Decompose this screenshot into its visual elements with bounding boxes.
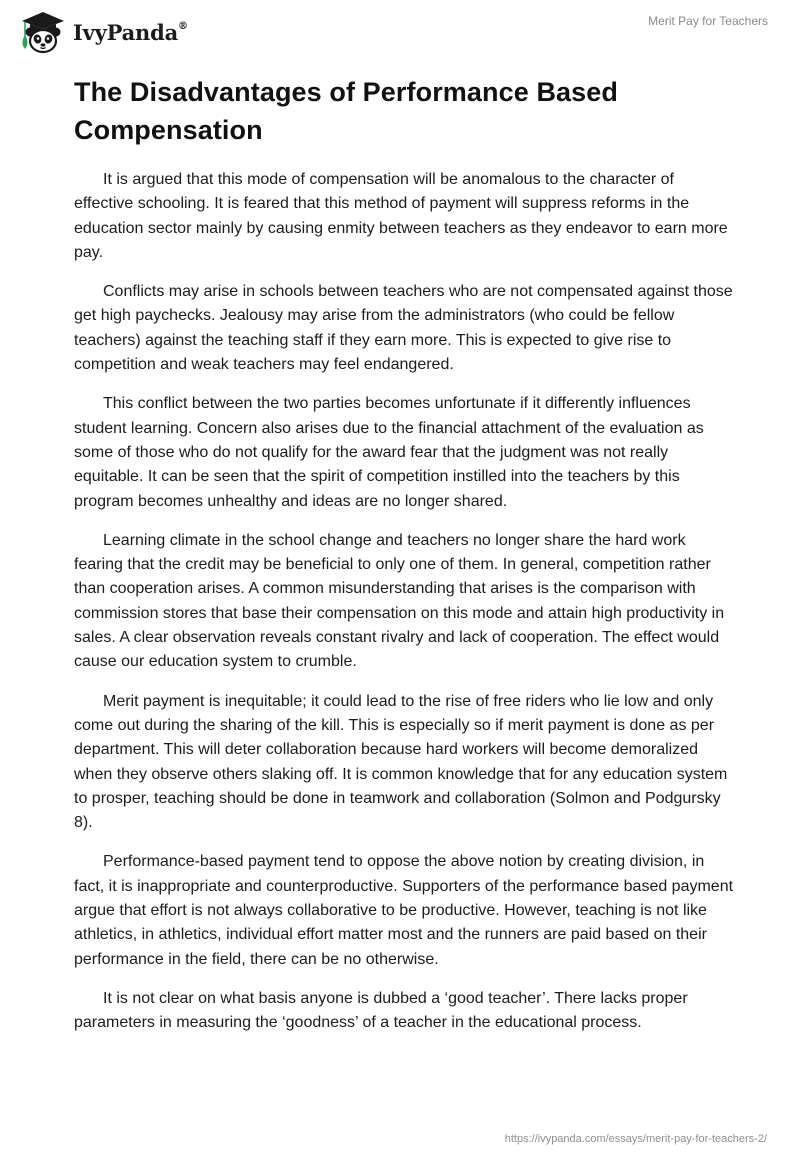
registered-mark: ® [178,20,188,32]
paragraph-1: It is argued that this mode of compensation will be anomalous to the character of effective schooling. It is feared that this method of payment will suppress reforms in the education sector mainly by causing enmity between teachers as they endeavor to earn more pay. [74,171,728,261]
panda-graduation-cap-icon [14,7,70,55]
paragraph-3: This conflict between the two parties becomes unfortunate if it differently influences student learning. Concern also arises due to the financial attachment of the evaluation as some of those who do not qualify for the award fear that the judgment was not really equitable. It can be seen that the spirit of competition instilled into the teachers by this program becomes unhealthy and ideas are no longer shared. [74,395,704,510]
paragraph-2: Conflicts may arise in schools between teachers who are not compensated against those get high paychecks. Jealousy may arise from the administrators (who could be fellow teachers) against the teaching staff if they earn more. This is expected to give rise to competition and weak teachers may feel endangered. [74,283,733,374]
section-heading: The Disadvantages of Performance Based Compensation [74,77,618,145]
source-url-link[interactable]: https://ivypanda.com/essays/merit-pay-for-teachers-2/ [504,1133,767,1145]
paragraph-4: Learning climate in the school change and teachers no longer share the hard work fearing that the credit may be beneficial to only one of them. In general, competition rather than cooperation arises. A common misunderstanding that arises is the comparison with commission stores that base their compensation on this mode and attain high productivity in sales. A clear observation reveals constant rivalry and lack of cooperation. The effect would cause our education system to crumble. [74,531,725,671]
paragraph-6: Performance-based payment tend to oppose the above notion by creating division, in fact, it is inappropriate and counterproductive. Supporters of the performance based payment argue that effort is not always collaborative to be productive. However, teaching is not like athletics, in athletics, individual effort matter most and the runners are paid based on their performance in the field, there can be no otherwise. [74,853,734,968]
brand-text: IvyPanda [73,19,179,45]
paragraph-7: It is not clear on what basis anyone is dubbed a ‘good teacher’. There lacks proper parameters in measuring the ‘goodness’ of a teacher in the educational process. [74,989,688,1032]
page-header [0,0,800,60]
brand-name [73,20,188,45]
article-body [74,73,734,1051]
paragraph-5: Merit payment is inequitable; it could lead to the rise of free riders who lie low and only come out during the sharing of the kill. This is especially so if merit payment is done as per department. This will deter collaboration because hard workers will become demoralized when they observe others slaking off. It is common knowledge that for any education system to prosper, teaching should be done in teamwork and collaboration (Solmon and Podgursky 8). [74,692,728,832]
document-title: Merit Pay for Teachers [648,14,768,28]
ivypanda-logo[interactable] [14,7,188,55]
